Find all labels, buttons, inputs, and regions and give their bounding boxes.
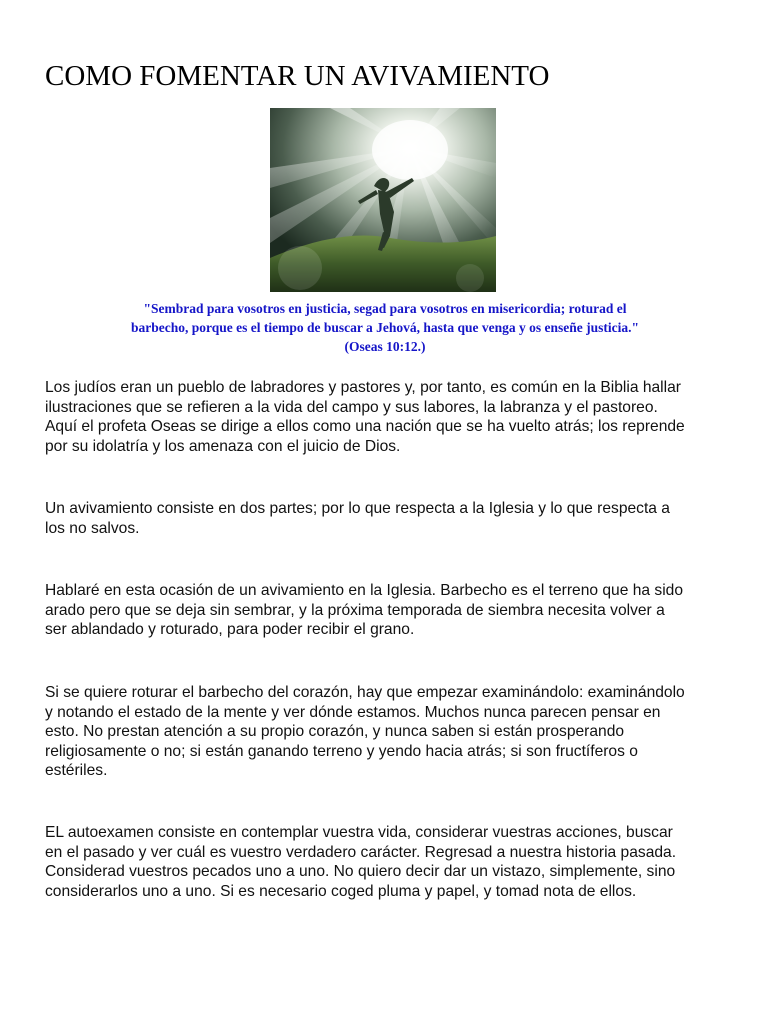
paragraph-5 bbox=[45, 823, 735, 901]
quote-reference: (Oseas 10:12.) bbox=[344, 339, 426, 354]
quote-line: "Sembrad para vosotros en justicia, segad para vosotros en misericordia; roturad el bbox=[143, 301, 627, 316]
paragraph-4 bbox=[45, 683, 735, 781]
paragraph-2 bbox=[45, 499, 735, 538]
scripture-quote bbox=[60, 299, 710, 356]
figure-in-light-illustration bbox=[270, 108, 496, 292]
text-line: EL autoexamen consiste en contemplar vuestra vida, considerar vuestras acciones, buscar bbox=[45, 824, 673, 841]
text-line: ser ablandado y roturado, para poder recibir el grano. bbox=[45, 621, 415, 638]
text-line: arado pero que se deja sin sembrar, y la próxima temporada de siembra necesita volver a bbox=[45, 601, 665, 619]
text-line: considerarlos uno a uno. Si es necesario coged pluma y papel, y tomad nota de ellos. bbox=[45, 882, 637, 900]
text-line: esto. No prestan atención a su propio corazón, y nunca saben si están prosperando bbox=[45, 723, 625, 740]
text-line: Aquí el profeta Oseas se dirige a ellos como una nación que se ha vuelto atrás; los reprende bbox=[45, 418, 685, 435]
hero-image bbox=[270, 108, 496, 292]
text-line: los no salvos. bbox=[45, 519, 140, 537]
text-line: por su idolatría y los amenaza con el juicio de Dios. bbox=[45, 437, 401, 455]
text-line: Un avivamiento consiste en dos partes; por lo que respecta a la Iglesia y lo que respecta a bbox=[45, 500, 670, 517]
page-title: COMO FOMENTAR UN AVIVAMIENTO bbox=[45, 60, 550, 92]
paragraph-3 bbox=[45, 581, 735, 640]
text-line: Considerad vuestros pecados uno a uno. No quiero decir dar un vistazo, simplemente, sino bbox=[45, 863, 676, 880]
text-line: en el pasado y ver cuál es vuestro verdadero carácter. Regresad a nuestra historia pasada. bbox=[45, 843, 677, 861]
text-line: y notando el estado de la mente y ver dónde estamos. Muchos nunca parecen pensar en bbox=[45, 703, 661, 721]
text-line: estériles. bbox=[45, 762, 108, 779]
quote-line: barbecho, porque es el tiempo de buscar a Jehová, hasta que venga y os enseñe justicia." bbox=[130, 320, 639, 335]
text-line: Los judíos eran un pueblo de labradores y pastores y, por tanto, es común en la Biblia hallar bbox=[45, 379, 681, 396]
text-line: religiosamente o no; si están ganando terreno y yendo hacia atrás; si son fructíferos o bbox=[45, 742, 638, 760]
text-line: ilustraciones que se refieren a la vida del campo y sus labores, la labranza y el pastoreo. bbox=[45, 398, 658, 416]
paragraph-1 bbox=[45, 378, 735, 456]
text-line: Hablaré en esta ocasión de un avivamiento en la Iglesia. Barbecho es el terreno que ha sido bbox=[45, 582, 684, 599]
text-line: Si se quiere roturar el barbecho del corazón, hay que empezar examinándolo: examinándolo bbox=[45, 684, 685, 701]
